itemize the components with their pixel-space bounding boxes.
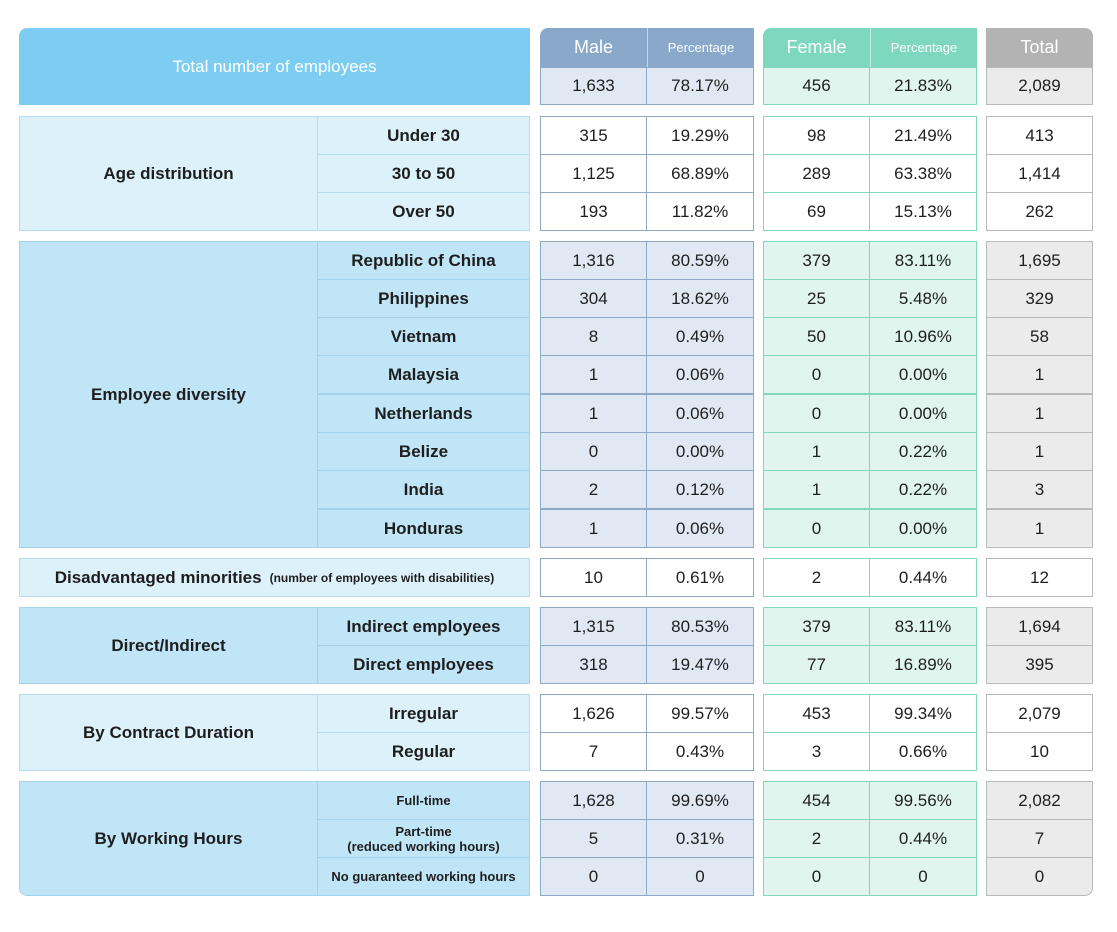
total-male-count: 1,633 <box>540 67 647 105</box>
male-percentage: 0 <box>646 857 754 896</box>
total-count: 262 <box>986 192 1093 231</box>
total-male-percentage: 78.17% <box>646 67 754 105</box>
male-percentage: 0.61% <box>646 558 754 597</box>
row-label: Direct employees <box>317 645 530 684</box>
total-count: 0 <box>986 857 1093 896</box>
row-label: Republic of China <box>317 241 530 280</box>
female-percentage: 15.13% <box>869 192 977 231</box>
female-percentage: 5.48% <box>869 279 977 318</box>
row-label: Netherlands <box>317 394 530 433</box>
total-female-percentage: 21.83% <box>869 67 977 105</box>
male-count: 10 <box>540 558 647 597</box>
row-label: Indirect employees <box>317 607 530 646</box>
female-count: 453 <box>763 694 870 733</box>
female-count: 69 <box>763 192 870 231</box>
male-count: 1,626 <box>540 694 647 733</box>
row-label: Vietnam <box>317 317 530 356</box>
male-count: 7 <box>540 732 647 771</box>
male-percentage: 80.53% <box>646 607 754 646</box>
total-count: 1,694 <box>986 607 1093 646</box>
row-label: India <box>317 470 530 509</box>
section-label: Disadvantaged minorities <box>54 567 262 587</box>
section-employee-diversity: Employee diversity <box>19 241 318 548</box>
row-label: Regular <box>317 732 530 771</box>
row-label-main: Part-time <box>395 823 452 839</box>
female-percentage: 83.11% <box>869 241 977 280</box>
female-percentage-header: Percentage <box>870 28 977 67</box>
total-count: 12 <box>986 558 1093 597</box>
total-count: 2,079 <box>986 694 1093 733</box>
female-count: 289 <box>763 154 870 193</box>
male-percentage: 0.43% <box>646 732 754 771</box>
total-count: 10 <box>986 732 1093 771</box>
male-count: 318 <box>540 645 647 684</box>
male-percentage: 19.47% <box>646 645 754 684</box>
female-percentage: 0.22% <box>869 432 977 471</box>
female-percentage: 99.34% <box>869 694 977 733</box>
section-disadvantaged-minorities <box>19 558 530 597</box>
male-percentage: 80.59% <box>646 241 754 280</box>
row-label-sub: (reduced working hours) <box>347 838 500 854</box>
total-count: 1,695 <box>986 241 1093 280</box>
male-count: 1 <box>540 394 647 433</box>
female-count: 379 <box>763 607 870 646</box>
male-percentage: 0.06% <box>646 355 754 394</box>
female-percentage: 83.11% <box>869 607 977 646</box>
section-working-hours: By Working Hours <box>19 781 318 896</box>
female-count: 2 <box>763 558 870 597</box>
female-count: 454 <box>763 781 870 820</box>
female-count: 0 <box>763 857 870 896</box>
male-count: 193 <box>540 192 647 231</box>
total-count: 1 <box>986 432 1093 471</box>
total-count: 3 <box>986 470 1093 509</box>
row-label: Malaysia <box>317 355 530 394</box>
male-count: 304 <box>540 279 647 318</box>
total-count: 1,414 <box>986 154 1093 193</box>
female-percentage: 0.00% <box>869 355 977 394</box>
female-count: 1 <box>763 432 870 471</box>
male-percentage: 0.49% <box>646 317 754 356</box>
male-count: 1,628 <box>540 781 647 820</box>
female-count: 98 <box>763 116 870 155</box>
row-label: Full-time <box>317 781 530 820</box>
female-count: 0 <box>763 509 870 548</box>
female-percentage: 0.66% <box>869 732 977 771</box>
female-percentage: 0.00% <box>869 509 977 548</box>
section-contract-duration: By Contract Duration <box>19 694 318 771</box>
row-label: Philippines <box>317 279 530 318</box>
male-percentage: 0.31% <box>646 819 754 858</box>
female-percentage: 0.44% <box>869 819 977 858</box>
total-count: 1 <box>986 394 1093 433</box>
section-note: (number of employees with disabilities) <box>269 570 495 585</box>
male-count: 2 <box>540 470 647 509</box>
female-count: 25 <box>763 279 870 318</box>
male-count: 1 <box>540 509 647 548</box>
row-label: 30 to 50 <box>317 154 530 193</box>
male-count: 315 <box>540 116 647 155</box>
male-count: 5 <box>540 819 647 858</box>
row-label: Honduras <box>317 509 530 548</box>
row-label: Under 30 <box>317 116 530 155</box>
female-percentage: 0.22% <box>869 470 977 509</box>
female-percentage: 16.89% <box>869 645 977 684</box>
row-label: Irregular <box>317 694 530 733</box>
female-header: Female <box>763 28 870 67</box>
total-count: 395 <box>986 645 1093 684</box>
total-count: 1 <box>986 355 1093 394</box>
male-percentage: 99.69% <box>646 781 754 820</box>
male-count: 1 <box>540 355 647 394</box>
female-count: 0 <box>763 355 870 394</box>
section-age-distribution: Age distribution <box>19 116 318 231</box>
male-count: 8 <box>540 317 647 356</box>
female-percentage: 99.56% <box>869 781 977 820</box>
female-percentage: 0.00% <box>869 394 977 433</box>
male-header: Male <box>540 28 647 67</box>
male-count: 0 <box>540 432 647 471</box>
total-female-count: 456 <box>763 67 870 105</box>
male-count: 1,125 <box>540 154 647 193</box>
total-employees-count: 2,089 <box>986 67 1093 105</box>
female-count: 0 <box>763 394 870 433</box>
female-count: 379 <box>763 241 870 280</box>
male-count: 1,315 <box>540 607 647 646</box>
total-count: 329 <box>986 279 1093 318</box>
total-count: 1 <box>986 509 1093 548</box>
male-percentage: 0.06% <box>646 394 754 433</box>
female-count: 2 <box>763 819 870 858</box>
female-percentage: 0 <box>869 857 977 896</box>
section-direct-indirect: Direct/Indirect <box>19 607 318 684</box>
male-percentage: 68.89% <box>646 154 754 193</box>
female-count: 3 <box>763 732 870 771</box>
row-label: Over 50 <box>317 192 530 231</box>
male-percentage: 0.00% <box>646 432 754 471</box>
male-percentage-header: Percentage <box>647 28 754 67</box>
row-label <box>317 819 530 858</box>
male-percentage: 11.82% <box>646 192 754 231</box>
female-count: 50 <box>763 317 870 356</box>
row-label: No guaranteed working hours <box>317 857 530 896</box>
total-count: 2,082 <box>986 781 1093 820</box>
female-count: 77 <box>763 645 870 684</box>
male-count: 1,316 <box>540 241 647 280</box>
total-count: 7 <box>986 819 1093 858</box>
total-count: 58 <box>986 317 1093 356</box>
male-percentage: 19.29% <box>646 116 754 155</box>
female-percentage: 21.49% <box>869 116 977 155</box>
male-percentage: 0.12% <box>646 470 754 509</box>
female-percentage: 10.96% <box>869 317 977 356</box>
total-header: Total <box>986 28 1093 67</box>
female-count: 1 <box>763 470 870 509</box>
female-percentage: 63.38% <box>869 154 977 193</box>
male-count: 0 <box>540 857 647 896</box>
female-percentage: 0.44% <box>869 558 977 597</box>
male-percentage: 0.06% <box>646 509 754 548</box>
male-percentage: 99.57% <box>646 694 754 733</box>
table-title: Total number of employees <box>19 28 530 105</box>
total-count: 413 <box>986 116 1093 155</box>
male-percentage: 18.62% <box>646 279 754 318</box>
row-label: Belize <box>317 432 530 471</box>
